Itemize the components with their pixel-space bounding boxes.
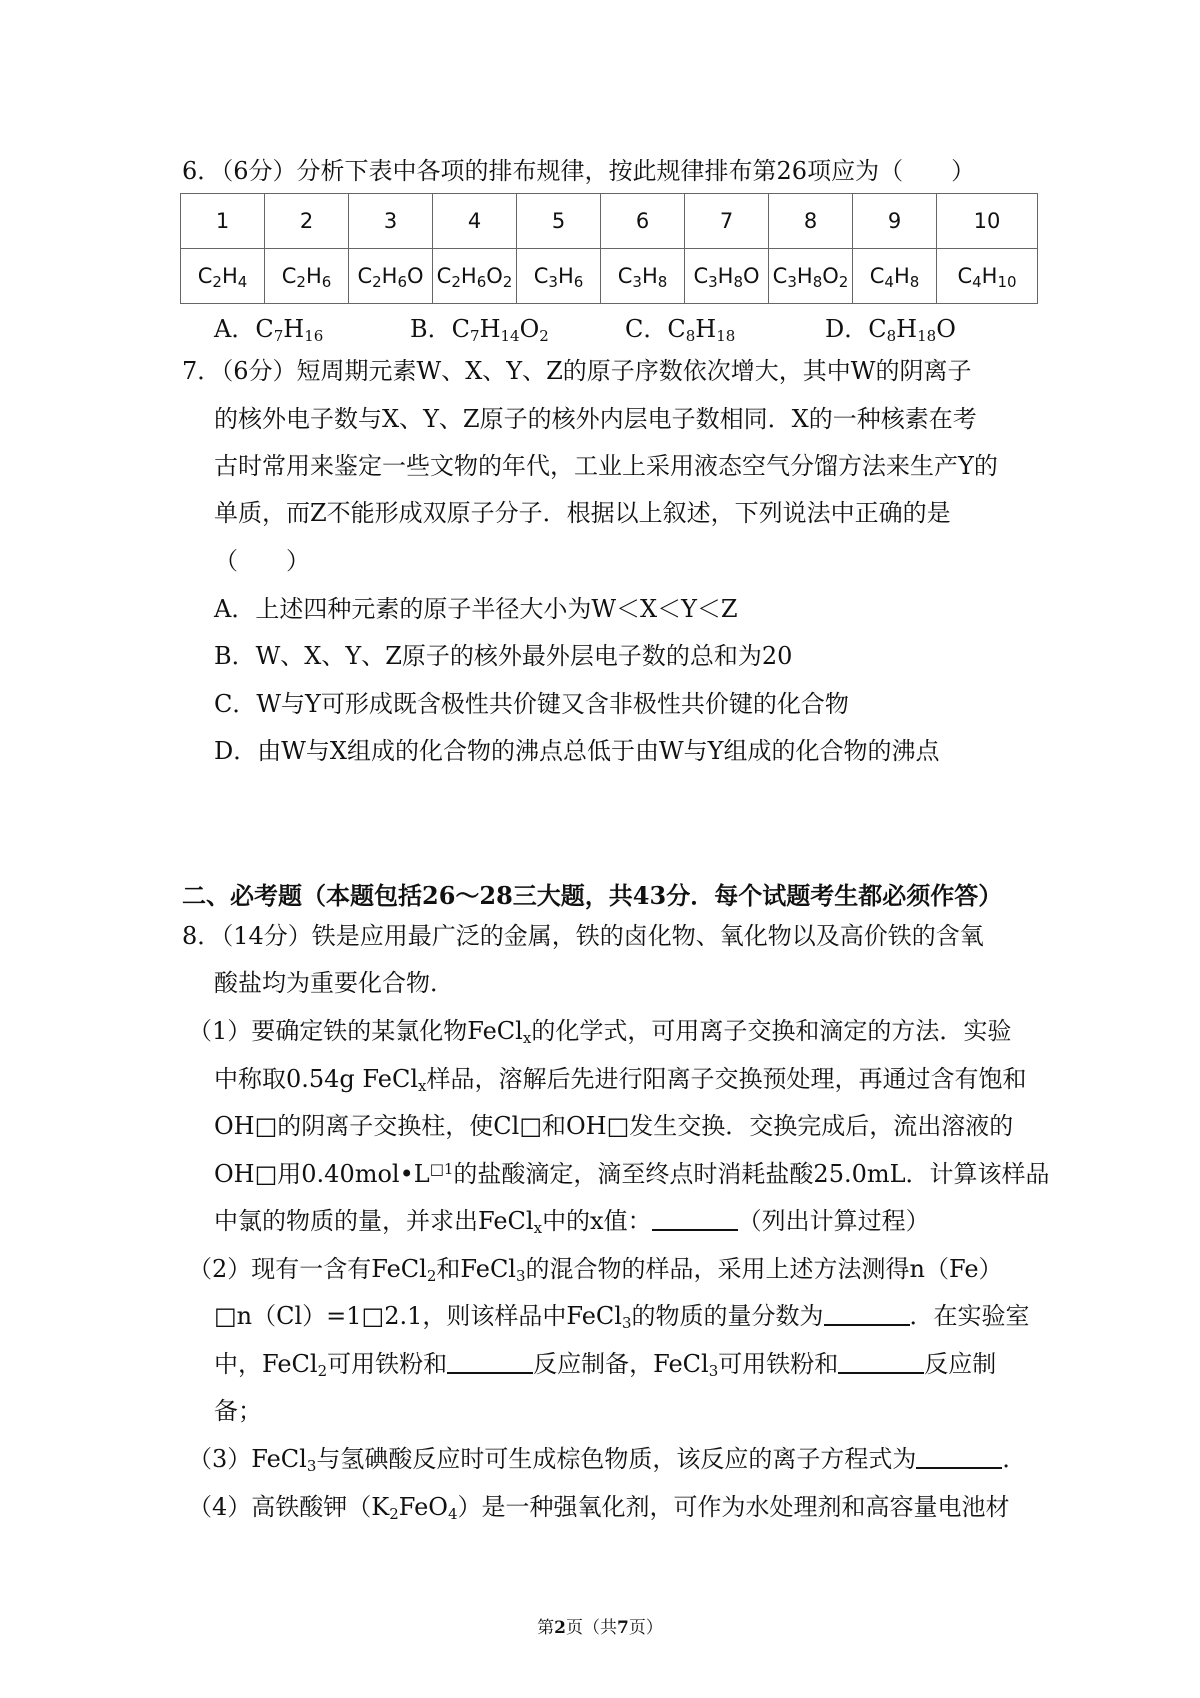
formula-cell: $C_2H_6O_2$ [433, 249, 517, 304]
table-cell: 10 [937, 194, 1038, 249]
formula-cell: $C_4H_8$ [853, 249, 937, 304]
answer-blank[interactable] [824, 1302, 910, 1326]
q7-line-4: 单质，而Z不能形成双原子分子．根据以上叙述，下列说法中正确的是 [214, 499, 951, 527]
table-cell: 7 [685, 194, 769, 249]
q8-part1-line-5: 中氯的物质的量，并求出FeCl$_x$中的x值： （列出计算过程） [214, 1207, 930, 1237]
q8-part4: （4）高铁酸钾$(K_2FeO_4)$是一种强氧化剂，可作为水处理剂和高容量电池材 [188, 1493, 1010, 1523]
table-cell: 3 [349, 194, 433, 249]
q8-part2-line-4: 备； [214, 1397, 262, 1425]
q8-part3: （3）FeCl$_3$与氢碘酸反应时可生成棕色物质，该反应的离子方程式为 ． [188, 1445, 1027, 1475]
answer-blank[interactable] [838, 1350, 924, 1374]
q8-part1-line-1: （1）要确定铁的某氯化物FeCl$_x$的化学式，可用离子交换和滴定的方法．实验 [188, 1017, 1012, 1047]
table-row-formula [181, 249, 1038, 304]
q7-line-3: 古时常用来鉴定一些文物的年代，工业上采用液态空气分馏方法来生产Y的 [214, 452, 998, 480]
table-cell: 4 [433, 194, 517, 249]
answer-blank[interactable] [916, 1445, 1002, 1469]
table-cell: 8 [769, 194, 853, 249]
q8-part1-line-2: 中称取0.54g FeCl$_x$样品，溶解后先进行阳离子交换预处理，再通过含有饱和 [214, 1065, 1027, 1095]
formula-cell: $C_2H_4$ [181, 249, 265, 304]
table-cell: 5 [517, 194, 601, 249]
answer-blank[interactable] [652, 1207, 738, 1231]
section-heading: 二、必考题（本题包括26～28三大题，共43分．每个试题考生都必须作答） [182, 881, 1003, 910]
q6-stem: 6．（6分）分析下表中各项的排布规律，按此规律排布第26项应为（ ） [182, 157, 976, 185]
q7-option-a: A．上述四种元素的原子半径大小为W＜X＜Y＜Z [214, 595, 738, 623]
page-footer: 第2页（共7页） [537, 1618, 663, 1638]
q7-line-2: 的核外电子数与X、Y、Z原子的核外内层电子数相同．X的一种核素在考 [214, 405, 977, 433]
formula-cell: $C_2H_6O$ [349, 249, 433, 304]
formula-cell: $C_4H_{10}$ [937, 249, 1038, 304]
formula-cell: $C_2H_6$ [265, 249, 349, 304]
formula-cell: $C_3H_8O_2$ [769, 249, 853, 304]
formula-cell: $C_3H_8$ [601, 249, 685, 304]
q6-option-c: C．$C_8H_{18}$ [625, 315, 736, 345]
q7-option-c: C．W与Y可形成既含极性共价键又含非极性共价键的化合物 [214, 690, 849, 718]
q7-line-1: 7．（6分）短周期元素W、X、Y、Z的原子序数依次增大，其中W的阴离子 [182, 357, 972, 385]
q6-option-b: B．$C_7H_{14}O_2$ [410, 315, 549, 345]
table-cell: 9 [853, 194, 937, 249]
formula-cell: $C_3H_8O$ [685, 249, 769, 304]
answer-blank[interactable] [447, 1350, 533, 1374]
q8-part2-line-3: 中，FeCl$_2$可用铁粉和 反应制备，FeCl$_3$可用铁粉和 反应制 [214, 1350, 997, 1380]
q7-line-5: （ ） [214, 547, 310, 575]
q8-part2-line-1: （2）现有一含有FeCl$_2$和FeCl$_3$的混合物的样品，采用上述方法测得n（Fe） [188, 1255, 1003, 1285]
q6-option-a: A．$C_7H_{16}$ [214, 315, 324, 345]
q7-option-b: B．W、X、Y、Z原子的核外最外层电子数的总和为20 [214, 642, 793, 670]
table-cell: 2 [265, 194, 349, 249]
q8-part1-line-4: OH□用$0.40mol•L^{□1}$的盐酸滴定，滴至终点时消耗盐酸25.0mL．计算该样品 [214, 1160, 1050, 1188]
q8-part1-line-3: OH□的阴离子交换柱，使Cl□和OH□发生交换．交换完成后，流出溶液的 [214, 1112, 1014, 1140]
q8-part2-line-2: □n（Cl）=1□2.1，则该样品中FeCl$_3$的物质的量分数为 ．在实验室 [214, 1302, 1030, 1332]
q8-intro-1: 8．（14分）铁是应用最广泛的金属，铁的卤化物、氧化物以及高价铁的含氧 [182, 922, 984, 950]
table-cell: 6 [601, 194, 685, 249]
table-row-index [181, 194, 1038, 249]
table-cell: 1 [181, 194, 265, 249]
q8-intro-2: 酸盐均为重要化合物． [214, 969, 454, 997]
q6-option-d: D．$C_8H_{18}O$ [825, 315, 956, 345]
q7-option-d: D．由W与X组成的化合物的沸点总低于由W与Y组成的化合物的沸点 [214, 737, 940, 765]
sequence-table [180, 193, 1038, 304]
formula-cell: $C_3H_6$ [517, 249, 601, 304]
